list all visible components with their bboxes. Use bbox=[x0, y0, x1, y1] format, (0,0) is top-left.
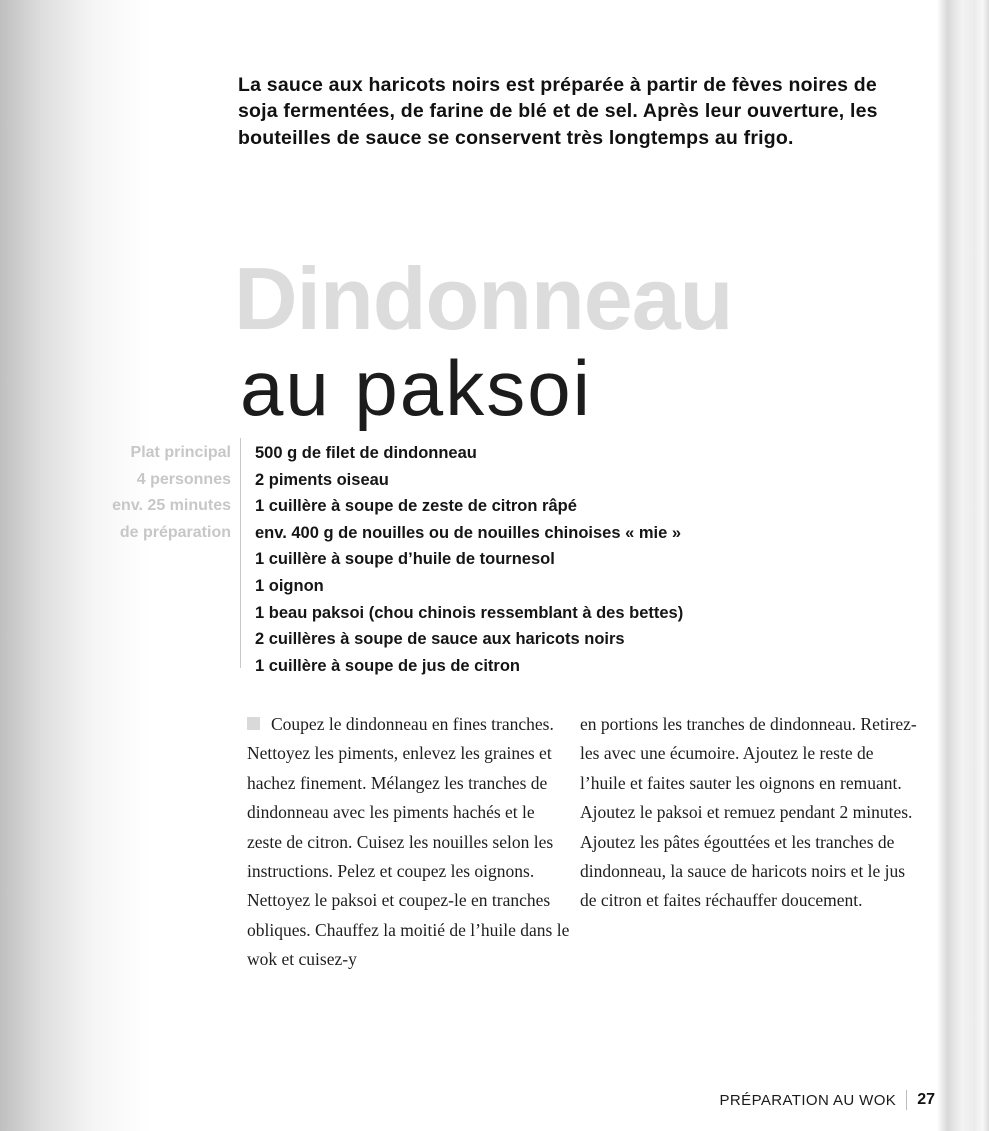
meta-ingredients-divider bbox=[240, 438, 241, 668]
intro-paragraph: La sauce aux haricots noirs est préparée à partir de fèves noires de soja fermentées, de farine de blé et de sel. Après leur ouverture, les bouteilles de sauce se conservent très longtemps au frigo. bbox=[238, 73, 878, 149]
ingredient-item: 500 g de filet de dindonneau bbox=[255, 444, 477, 462]
meta-time: env. 25 minutes bbox=[112, 497, 231, 514]
ingredient-item: 1 cuillère à soupe de jus de citron bbox=[255, 656, 520, 675]
meta-time-label: de préparation bbox=[119, 523, 231, 541]
ingredient-item: 1 cuillère à soupe de zeste de citron râpé bbox=[255, 497, 577, 516]
footer-section-title: PRÉPARATION AU WOK bbox=[719, 1091, 897, 1109]
instructions-column-right bbox=[580, 710, 918, 916]
ingredient-item: 2 piments oiseau bbox=[255, 470, 389, 489]
footer-divider bbox=[906, 1090, 907, 1110]
instructions-text-left: Coupez le dindonneau en fines tranches. Nettoyez les piments, enlevez les graines et hachez finement. Mélangez les tranches de dindonneau avec les piments hachés et le zeste de citron. Cuisez les nouilles selon les instructions. Pelez et coupez les oignons. Nettoyez le paksoi et coupez-le en tranches obliques. Chauffez la moitié de l’huile dans le wok et cuisez-y bbox=[247, 714, 570, 970]
ingredient-item: env. 400 g de nouilles ou de nouilles chinoises « mie » bbox=[255, 523, 682, 542]
ingredient-list bbox=[255, 440, 755, 679]
ingredient-item: 1 beau paksoi (chou chinois ressemblant à des bettes) bbox=[255, 603, 684, 622]
meta-servings: 4 personnes bbox=[136, 470, 231, 488]
meta-course: Plat principal bbox=[130, 444, 231, 461]
ingredient-item: 1 cuillère à soupe d’huile de tournesol bbox=[255, 550, 555, 569]
scan-left-edge-shadow bbox=[0, 0, 150, 1131]
instructions-column-left bbox=[247, 710, 572, 975]
ingredient-item: 1 oignon bbox=[255, 576, 324, 595]
footer-page-number: 27 bbox=[917, 1091, 935, 1108]
recipe-meta bbox=[80, 440, 231, 546]
instructions-text-right: en portions les tranches de dindonneau. Retirez-les avec une écumoire. Ajoutez le reste de l’huile et faites sauter les oignons en remuant. Ajoutez le paksoi et remuez pendant 2 minutes. Ajoutez les pâtes égouttées et les tranches de dindonneau, la sauce de haricots noirs et le jus de citron et faites réchauffer doucement. bbox=[580, 714, 917, 911]
paragraph-bullet-square bbox=[247, 717, 260, 730]
ingredient-item: 2 cuillères à soupe de sauce aux haricots noirs bbox=[255, 630, 625, 649]
recipe-title-line1: Dindonneau bbox=[234, 248, 733, 348]
page-footer bbox=[720, 1090, 935, 1110]
scan-right-edge-shadow bbox=[937, 0, 989, 1131]
recipe-title-line2: au paksoi bbox=[240, 344, 592, 433]
